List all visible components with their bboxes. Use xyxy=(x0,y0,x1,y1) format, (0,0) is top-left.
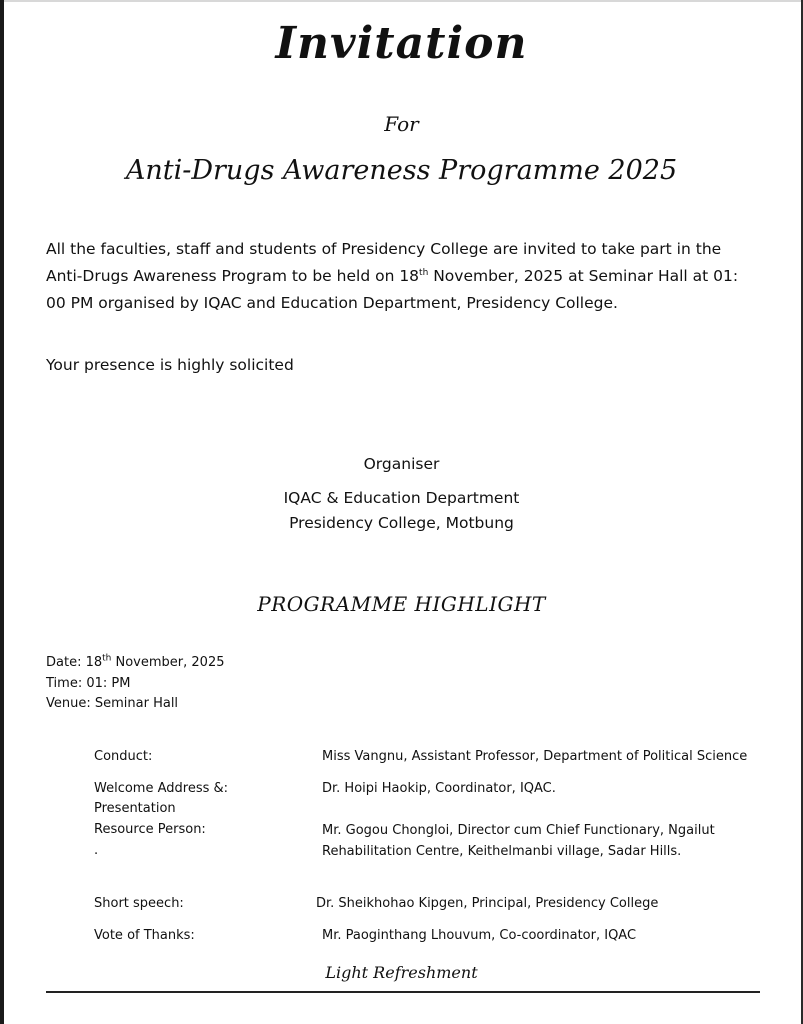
invitation-title: Invitation xyxy=(275,18,528,69)
event-date xyxy=(46,655,224,670)
page-left-border xyxy=(0,0,4,1024)
organiser-college: Presidency College, Motbung xyxy=(289,514,514,532)
bottom-divider xyxy=(46,991,760,993)
schedule-role-speech: Short speech: xyxy=(94,896,184,911)
event-date-prefix: Date: 18 xyxy=(46,655,103,670)
event-date-ordinal: th xyxy=(102,653,112,664)
event-date-suffix: November, 2025 xyxy=(111,655,225,670)
schedule-person-resource-line2: Rehabilitation Centre, Keithelmanbi village, Sadar Hills. xyxy=(322,844,682,859)
schedule-role-conduct: Conduct: xyxy=(94,749,153,764)
top-edge xyxy=(0,0,803,2)
invitation-text-end: November, 2025 at Seminar Hall at 01: 00 PM organised by IQAC and Education Department, Presidency College. xyxy=(46,267,739,312)
organiser-label: Organiser xyxy=(363,455,440,473)
schedule-role-thanks: Vote of Thanks: xyxy=(94,928,195,943)
presence-note: Your presence is highly solicited xyxy=(46,356,294,374)
event-time: Time: 01: PM xyxy=(46,676,131,691)
schedule-person-thanks: Mr. Paoginthang Lhouvum, Co-coordinator, IQAC xyxy=(322,928,637,943)
invitation-paragraph xyxy=(46,236,758,317)
invitation-text-start: All the faculties, staff and students of Presidency College are invited to take part in the Anti-Drugs Awareness Program to be held on 18 xyxy=(46,240,722,285)
light-refreshment: Light Refreshment xyxy=(325,963,478,982)
schedule-person-conduct: Miss Vangnu, Assistant Professor, Department of Political Science xyxy=(322,749,748,764)
schedule-role-welcome-line2: Presentation xyxy=(94,801,176,816)
programme-highlight-title: PROGRAMME HIGHLIGHT xyxy=(257,592,546,616)
schedule-person-resource: Mr. Gogou Chongloi, Director cum Chief Functionary, Ngailut xyxy=(322,823,715,838)
date-ordinal-suffix: th xyxy=(419,267,429,278)
event-venue: Venue: Seminar Hall xyxy=(46,696,179,711)
schedule-person-welcome: Dr. Hoipi Haokip, Coordinator, IQAC. xyxy=(322,781,556,796)
schedule-role-resource: Resource Person: xyxy=(94,822,206,837)
schedule-person-speech: Dr. Sheikhohao Kipgen, Principal, Presidency College xyxy=(316,896,659,911)
organiser-department: IQAC & Education Department xyxy=(283,489,520,507)
schedule-role-welcome: Welcome Address &: xyxy=(94,781,229,796)
schedule-role-resource-line2: . xyxy=(94,843,99,858)
for-text: For xyxy=(384,112,419,136)
programme-name: Anti-Drugs Awareness Programme 2025 xyxy=(125,155,678,186)
